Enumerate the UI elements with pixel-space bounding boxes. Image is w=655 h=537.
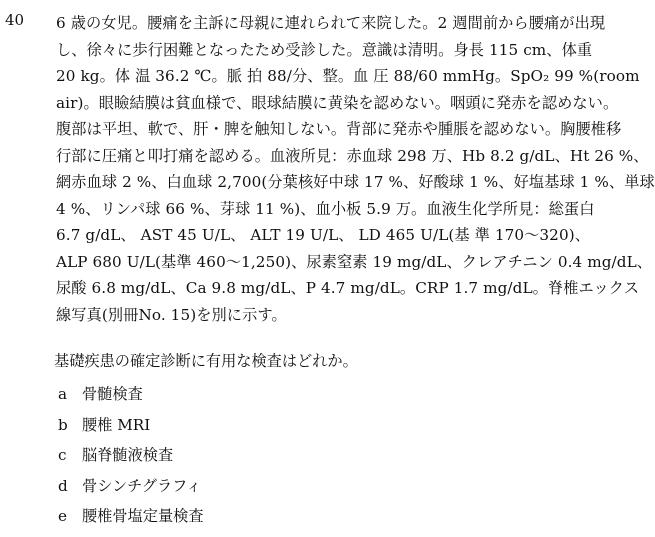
option-letter: c [58, 446, 67, 464]
case-line: 尿酸 6.8 mg/dL、Ca 9.8 mg/dL、P 4.7 mg/dL。CRP 1.7 mg/dL。脊椎エックス [56, 279, 640, 297]
case-line: 行部に圧痛と叩打痛を認める。血液所見：赤血球 298 万、Hb 8.2 g/dL、Ht 26 %、 [56, 146, 649, 165]
option-text: 腰椎骨塩定量検査 [82, 507, 204, 525]
option-letter: e [58, 507, 67, 525]
option-letter: a [58, 385, 68, 403]
option-letter: d [58, 476, 68, 495]
option-b[interactable] [58, 415, 204, 446]
case-line: ALP 680 U/L(基準 460〜1,250)、尿素窒素 19 mg/dL、クレアチニン 0.4 mg/dL、 [56, 252, 653, 271]
option-text: 骨髄検査 [82, 385, 143, 403]
question-number: 40 [5, 11, 25, 29]
case-line: 6.7 g/dL、 AST 45 U/L、 ALT 19 U/L、 LD 465 U/L(基 準 170〜320)、 [56, 226, 591, 244]
case-line: 4 %、リンパ球 66 %、芽球 11 %)、血小板 5.9 万。血液生化学所見：総蛋白 [56, 199, 595, 218]
option-a[interactable] [58, 384, 204, 415]
option-e[interactable] [58, 506, 204, 537]
question-prompt: 基礎疾患の確定診断に有用な検査はどれか。 [54, 352, 358, 370]
case-line: 網赤血球 2 %、白血球 2,700(分葉核好中球 17 %、好酸球 1 %、好塩基球 1 %、単球 [56, 173, 655, 191]
case-line: 腹部は平坦、軟で、肝・脾を触知しない。背部に発赤や腫脹を認めない。胸腰椎移 [56, 120, 622, 138]
option-text: 脳脊髄液検査 [82, 446, 174, 464]
case-line: 6 歳の女児。腰痛を主訴に母親に連れられて来院した。2 週間前から腰痛が出現 [56, 14, 606, 32]
option-text: 腰椎 MRI [82, 415, 151, 434]
case-line: air)。眼瞼結膜は貧血様で、眼球結膜に黄染を認めない。咽頭に発赤を認めない。 [56, 93, 619, 112]
case-line: し、徐々に歩行困難となったため受診した。意識は清明。身長 115 cm、体重 [56, 40, 593, 59]
option-text: 骨シンチグラフィ [82, 476, 202, 495]
option-c[interactable] [58, 445, 204, 476]
case-line: 20 kg。体 温 36.2 ℃。脈 拍 88/分、整。血 圧 88/60 mmHg。SpO₂ 99 %(room [56, 67, 640, 85]
option-d[interactable] [58, 476, 204, 507]
case-line: 線写真(別冊No. 15)を別に示す。 [56, 305, 287, 324]
answer-options [58, 384, 204, 537]
option-letter: b [58, 415, 68, 434]
case-description [14, 10, 655, 328]
